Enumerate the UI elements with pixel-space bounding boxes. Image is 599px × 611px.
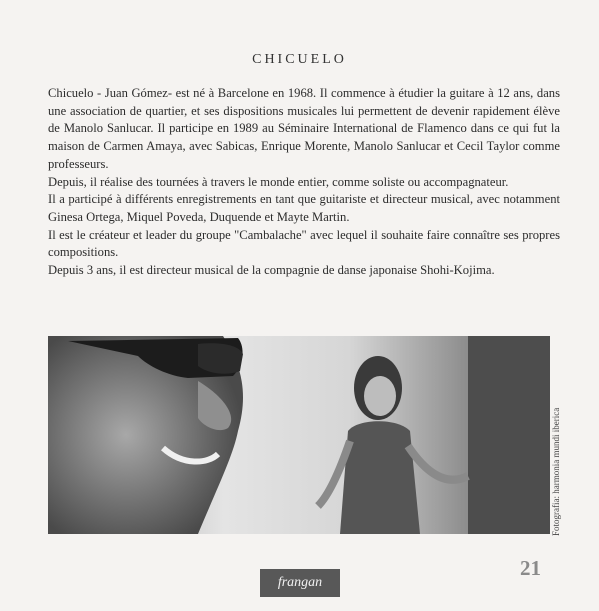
page-title: CHICUELO <box>252 52 347 67</box>
paragraph: Il a participé à différents enregistrements en tant que guitariste et directeur musical, avec notamment Ginesa Ortega, Miquel Poveda, Duquende et Mayte Martin. <box>48 192 560 224</box>
paragraph: Il est le créateur et leader du groupe "Cambalache" avec lequel il souhaite faire connaître ses propres compositions. <box>48 227 560 260</box>
photo-illustration <box>48 336 550 534</box>
biography-text <box>48 85 560 280</box>
photograph-musician-and-dancer <box>48 336 550 534</box>
paragraph: Chicuelo - Juan Gómez- est né à Barcelone en 1968. Il commence à étudier la guitare à 12 ans, dans une association de quartier, et ses dispositions musicales lui permettent de devenir rapidement élève de Manolo Sanlucar. Il participe en 1989 au Séminaire International de Flamenco dans ce qui fut la maison de Carmen Amaya, avec Sabicas, Enrique Morente, Manolo Sanlucar et Cecil Taylor comme professeurs. <box>48 86 560 171</box>
publisher-logo <box>260 569 340 597</box>
logo-text: frangan <box>277 575 323 590</box>
paragraph: Depuis, il réalise des tournées à travers le monde entier, comme soliste ou accompagnateur. <box>48 174 509 189</box>
page-number: 21 <box>520 556 541 580</box>
photo-credit: Fotografia: harmonia mundi iberica <box>551 407 561 536</box>
paragraph: Depuis 3 ans, il est directeur musical de la compagnie de danse japonaise Shohi-Kojima. <box>48 263 495 278</box>
